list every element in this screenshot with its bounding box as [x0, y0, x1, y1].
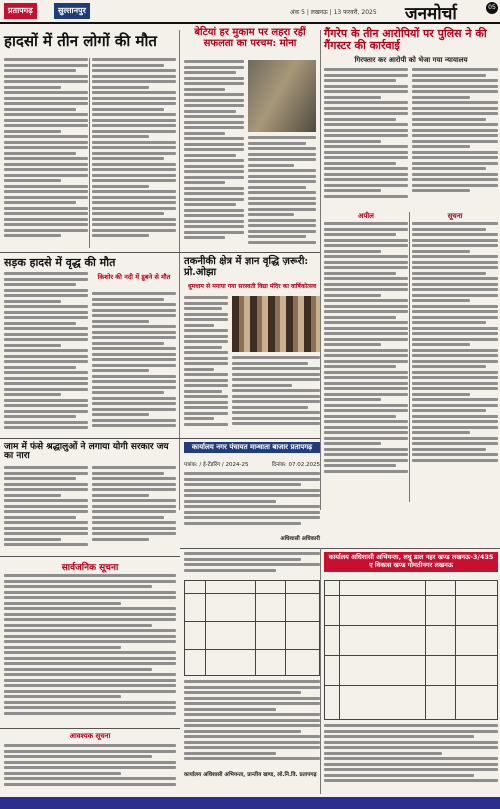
story-accidents-body-2: [92, 58, 176, 248]
story-traffic-body: [4, 466, 88, 552]
footer-bar: [0, 797, 500, 809]
tender-terms: [184, 680, 320, 768]
notice-appeal-body: [324, 222, 408, 502]
nagar-panchayat-ref: पत्रांक: / ई-टेंडरिंग / 2024-25: [184, 462, 249, 468]
important-notice-body: [4, 744, 176, 794]
daughters-event-photo: [248, 60, 316, 132]
irrigation-tender-table: [324, 580, 498, 720]
story-accidents-body: [4, 58, 88, 248]
notice-suchna-body: [412, 222, 498, 502]
annual-function-photo: [232, 296, 320, 352]
edition-tag[interactable]: प्रतापगढ़: [4, 3, 37, 19]
irrigation-tender-title: कार्यालय अधिशासी अभियन्ता, लघु डाल नहर खण्ड लखनऊ-3/435 ए विकास खण्ड गोमतीनगर लखनऊ: [324, 552, 498, 572]
section-tag[interactable]: सुल्तानपुर: [54, 3, 90, 19]
subhead-gangster-action: गिरफ्तार कर आरोपी को भेजा गया न्यायालय: [354, 56, 468, 64]
masthead: [0, 0, 500, 24]
tender-table: [184, 580, 320, 676]
story-technical-body-2: [232, 356, 320, 434]
nagar-panchayat-sign: अधिशासी अधिकारी: [280, 536, 320, 542]
pwd-office-footer: कार्यालय अधिशासी अभियन्ता, प्रान्तीय खण्ड, लो.नि.वि. प्रतापगढ़: [184, 772, 317, 778]
important-notice-title: आवश्यक सूचना: [69, 732, 111, 740]
story-daughters-body: [184, 60, 244, 250]
nagar-panchayat-notice-title: कार्यालय नगर पंचायत मान्धाता बाजार प्रतापगढ़: [184, 442, 320, 453]
subhead-drowning: किशोर की नदी में डूबने से मौत: [97, 273, 171, 281]
story-technical-body: [184, 296, 228, 434]
headline-accidents: हादसों में तीन लोगों की मौत: [4, 32, 157, 50]
headline-daughters: बेटियां हर मुकाम पर लहरा रहीं सफलता का परचम: मोना: [194, 27, 306, 49]
headline-road-accident: सड़क हादसे में वृद्ध की मौत: [4, 256, 116, 269]
story-drowning-body: [92, 292, 176, 434]
story-gangster-body: [324, 68, 408, 208]
story-daughters-body-2: [248, 136, 316, 250]
page-number: 05: [486, 2, 498, 14]
nagar-panchayat-body: [184, 472, 320, 532]
story-traffic-body-2: [92, 466, 176, 552]
irrigation-tender-terms: [324, 724, 498, 794]
headline-gangster-action: गैंगरेप के तीन आरोपियों पर पुलिस ने की गैंगस्टर की कार्रवाई: [324, 27, 487, 52]
subhead-annual-function: धूमधाम से मनाया गया सरस्वती विद्या मंदिर का वार्षिकोत्सव: [187, 283, 317, 290]
notice-suchna-title: सूचना: [447, 212, 463, 220]
headline-traffic-jam: जाम में फंसे श्रद्धालुओं ने लगाया योगी सरकार जय का नारा: [4, 442, 169, 462]
public-notice-title: सार्वजनिक सूचना: [61, 563, 119, 573]
story-road-body: [4, 272, 88, 434]
notice-appeal-title: अपील: [358, 212, 374, 220]
headline-technical-knowledge: तकनीकी क्षेत्र में ज्ञान वृद्धि ज़रूरी: प्रो.ओझा: [184, 256, 309, 278]
story-gangster-body-2: [412, 68, 498, 208]
newspaper-logo: जनमोर्चा: [405, 4, 457, 24]
nagar-panchayat-date: दिनांक: 07.02.2025: [271, 462, 320, 468]
dateline: अंक 5 | लखनऊ | 13 फरवरी, 2025: [290, 9, 377, 16]
tender-header-text: [184, 552, 320, 576]
public-notice-body: [4, 574, 176, 724]
